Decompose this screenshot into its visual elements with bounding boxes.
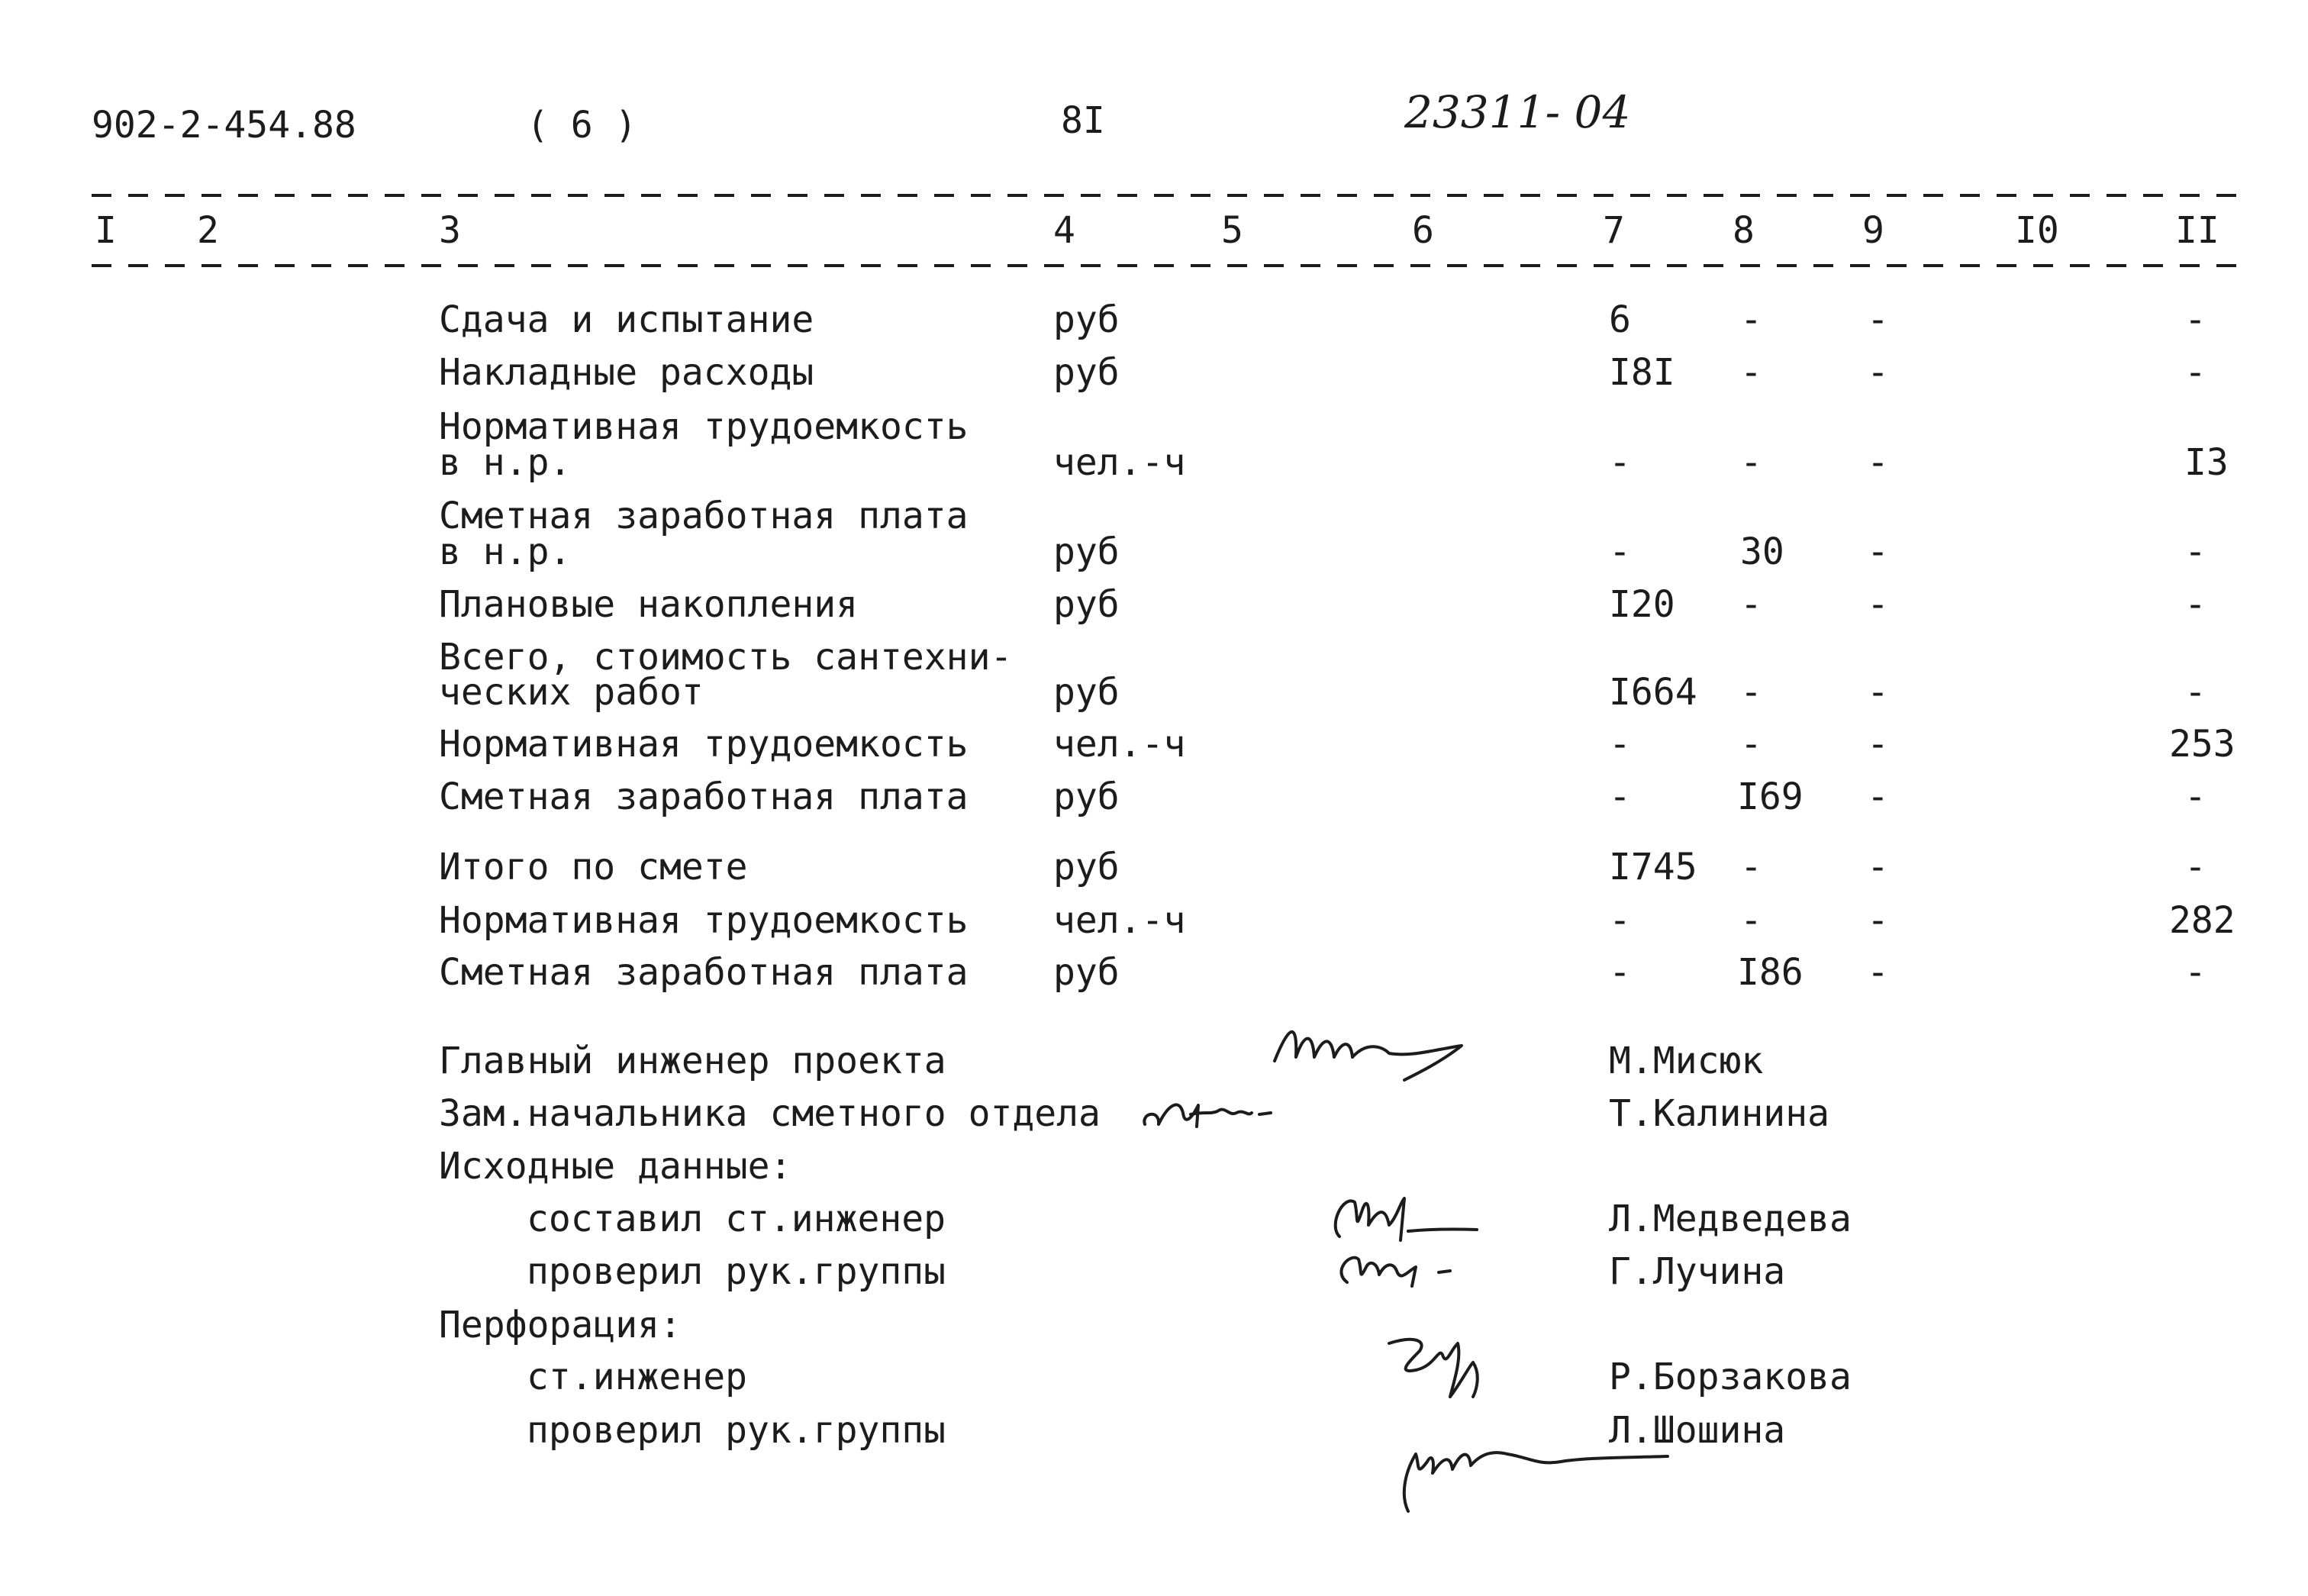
row-col8: -: [1740, 298, 1762, 341]
row-col9: -: [1867, 951, 1889, 994]
row-col8: I69: [1737, 775, 1804, 818]
row-col11: -: [2184, 846, 2206, 888]
checker-signature: [1324, 1240, 1492, 1301]
row-col7: I8I: [1609, 351, 1675, 394]
row-name: Сдача и испытание: [439, 298, 814, 341]
column-header: 4: [1053, 209, 1075, 252]
document-code: 902-2-454.88: [92, 104, 356, 147]
row-unit: руб: [1053, 298, 1120, 341]
row-col8: -: [1740, 846, 1762, 888]
row-col7: -: [1609, 441, 1631, 484]
signature-name: Л.Медведева: [1609, 1198, 1852, 1240]
row-name: Итого по смете: [439, 846, 748, 888]
row-unit: чел.-ч: [1053, 723, 1186, 766]
row-col8: -: [1740, 441, 1762, 484]
row-unit: чел.-ч: [1053, 441, 1186, 484]
section-number: ( 6 ): [527, 104, 637, 147]
signature-role: составил ст.инженер: [527, 1198, 946, 1240]
row-col7: -: [1609, 899, 1631, 942]
column-header: 3: [439, 209, 461, 252]
row-col7: I745: [1609, 846, 1697, 888]
row-col7: -: [1609, 775, 1631, 818]
row-col11: -: [2184, 671, 2206, 714]
row-unit: чел.-ч: [1053, 899, 1186, 942]
row-col8: -: [1740, 671, 1762, 714]
column-header: 7: [1603, 209, 1625, 252]
row-unit: руб: [1053, 846, 1120, 888]
row-col8: -: [1740, 899, 1762, 942]
row-col11: -: [2184, 951, 2206, 994]
row-name-continued: в н.р.: [439, 530, 572, 573]
chief-engineer-signature: [1267, 1015, 1481, 1091]
row-name: Сметная заработная плата: [439, 495, 969, 537]
signature-section-label: Исходные данные:: [439, 1145, 792, 1188]
row-name: Всего, стоимость сантехни-: [439, 636, 1013, 679]
row-col9: -: [1867, 846, 1889, 888]
row-name: Нормативная трудоемкость: [439, 899, 969, 942]
row-unit: руб: [1053, 671, 1120, 714]
perforation-engineer-signature: [1374, 1320, 1526, 1404]
column-header: 5: [1221, 209, 1243, 252]
row-col11: -: [2184, 351, 2206, 394]
signature-role: ст.инженер: [527, 1356, 747, 1398]
row-name: Плановые накопления: [439, 583, 859, 626]
row-col8: I86: [1737, 951, 1804, 994]
row-col9: -: [1867, 298, 1889, 341]
row-name-continued: ческих работ: [439, 671, 704, 714]
row-col11: 282: [2169, 899, 2235, 942]
row-unit: руб: [1053, 583, 1120, 626]
row-col9: -: [1867, 441, 1889, 484]
row-col11: -: [2184, 298, 2206, 341]
column-header: 2: [197, 209, 219, 252]
row-unit: руб: [1053, 351, 1120, 394]
row-col7: I664: [1609, 671, 1697, 714]
row-col7: -: [1609, 530, 1631, 573]
signature-name: Л.Шошина: [1609, 1409, 1786, 1452]
signature-name: Р.Борзакова: [1609, 1356, 1852, 1398]
row-col8: 30: [1740, 530, 1784, 573]
column-header: I: [95, 209, 117, 252]
column-header: II: [2175, 209, 2219, 252]
row-col11: -: [2184, 530, 2206, 573]
row-name-continued: в н.р.: [439, 441, 572, 484]
row-name: Сметная заработная плата: [439, 951, 969, 994]
row-col11: I3: [2184, 441, 2229, 484]
row-name: Нормативная трудоемкость: [439, 405, 969, 448]
row-unit: руб: [1053, 951, 1120, 994]
row-col11: -: [2184, 583, 2206, 626]
signature-name: М.Мисюк: [1609, 1040, 1764, 1082]
row-name: Сметная заработная плата: [439, 775, 969, 818]
row-col9: -: [1867, 671, 1889, 714]
row-col8: -: [1740, 351, 1762, 394]
row-col8: -: [1740, 583, 1762, 626]
row-unit: руб: [1053, 530, 1120, 573]
column-header: I0: [2015, 209, 2059, 252]
row-col7: I20: [1609, 583, 1675, 626]
signature-role: проверил рук.группы: [527, 1409, 946, 1452]
row-col9: -: [1867, 583, 1889, 626]
row-col9: -: [1867, 899, 1889, 942]
row-name: Накладные расходы: [439, 351, 814, 394]
column-header: 6: [1412, 209, 1434, 252]
deputy-head-signature: [1137, 1082, 1336, 1143]
header-top-rule: [92, 194, 2252, 197]
header-bottom-rule: [92, 264, 2252, 267]
row-col7: -: [1609, 723, 1631, 766]
row-col7: 6: [1609, 298, 1631, 341]
signature-role: Зам.начальника сметного отдела: [439, 1092, 1101, 1135]
signature-section-label: Перфорация:: [439, 1304, 682, 1346]
column-header: 8: [1733, 209, 1755, 252]
row-col7: -: [1609, 951, 1631, 994]
column-header: 9: [1862, 209, 1884, 252]
page-number: 8I: [1061, 99, 1105, 142]
row-col11: -: [2184, 775, 2206, 818]
perforation-checker-signature: [1385, 1420, 1683, 1519]
row-col9: -: [1867, 775, 1889, 818]
signature-role: проверил рук.группы: [527, 1250, 946, 1293]
row-col8: -: [1740, 723, 1762, 766]
row-name: Нормативная трудоемкость: [439, 723, 969, 766]
row-unit: руб: [1053, 775, 1120, 818]
row-col9: -: [1867, 351, 1889, 394]
handwritten-code: 23311- 04: [1404, 86, 1631, 138]
signature-name: Г.Лучина: [1609, 1250, 1786, 1293]
row-col9: -: [1867, 723, 1889, 766]
row-col9: -: [1867, 530, 1889, 573]
signature-name: Т.Калинина: [1609, 1092, 1829, 1135]
row-col11: 253: [2169, 723, 2235, 766]
signature-role: Главный инженер проекта: [439, 1040, 946, 1082]
